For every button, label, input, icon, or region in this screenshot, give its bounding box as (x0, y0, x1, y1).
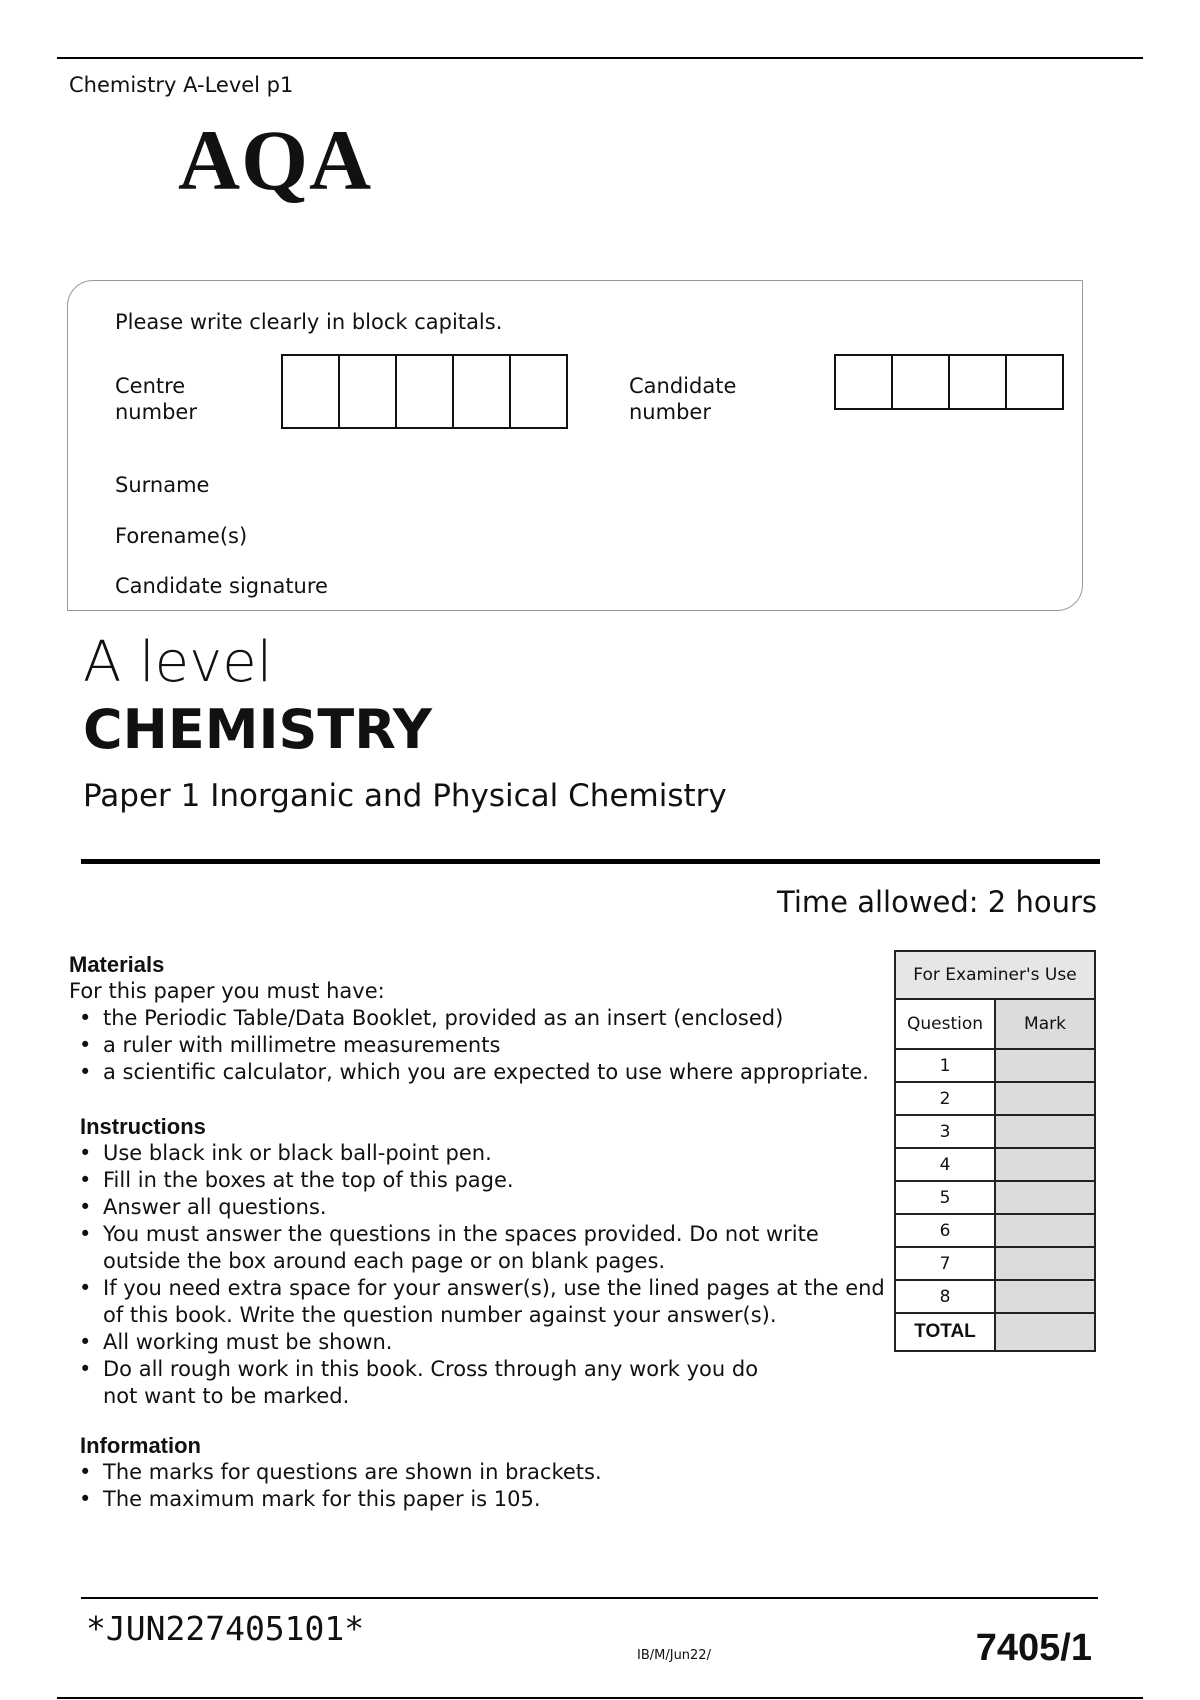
qualification-level: A level (83, 630, 273, 695)
materials-list (69, 1005, 869, 1086)
paper-reference: IB/M/Jun22/ (637, 1648, 711, 1663)
instructions-section (69, 1113, 899, 1410)
list-item: • The maximum mark for this paper is 105. (69, 1486, 602, 1513)
question-number: 7 (895, 1247, 995, 1280)
question-number: 5 (895, 1181, 995, 1214)
list-item: • the Periodic Table/Data Booklet, provided as an insert (enclosed) (69, 1005, 869, 1032)
materials-intro: For this paper you must have: (69, 979, 385, 1003)
surname-label: Surname (115, 473, 210, 497)
forenames-label: Forename(s) (115, 524, 248, 548)
list-item: • All working must be shown. (69, 1329, 899, 1356)
mark-cell[interactable] (995, 1181, 1095, 1214)
mark-cell[interactable] (995, 1115, 1095, 1148)
mark-cell[interactable] (995, 1148, 1095, 1181)
centre-number-label: Centre number (115, 374, 197, 424)
time-allowed: Time allowed: 2 hours (777, 885, 1097, 919)
table-row (895, 1181, 1095, 1214)
mark-cell[interactable] (995, 1247, 1095, 1280)
materials-section (69, 951, 869, 1086)
centre-number-boxes[interactable] (281, 354, 568, 429)
list-item: • Use black ink or black ball-point pen. (69, 1140, 899, 1167)
list-item: • Do all rough work in this book. Cross through any work you do not want to be marked. (69, 1356, 759, 1410)
aqa-logo: AQA (178, 112, 373, 208)
list-item: • If you need extra space for your answer(s), use the lined pages at the end of this book. Write the question number against your answer(s). (69, 1275, 899, 1329)
table-row (895, 1214, 1095, 1247)
information-list (69, 1459, 602, 1513)
top-rule (57, 57, 1143, 59)
mark-cell[interactable] (995, 1082, 1095, 1115)
running-head: Chemistry A-Level p1 (69, 73, 294, 97)
footer-rule (81, 1597, 1098, 1599)
centre-number-cell[interactable] (397, 356, 454, 427)
paper-code: 7405/1 (975, 1627, 1092, 1669)
paper-title: Paper 1 Inorganic and Physical Chemistry (83, 778, 727, 814)
mark-cell[interactable] (995, 1214, 1095, 1247)
table-row (895, 1115, 1095, 1148)
mark-cell[interactable] (995, 1049, 1095, 1082)
question-number: 8 (895, 1280, 995, 1313)
list-item: • The marks for questions are shown in brackets. (69, 1459, 602, 1486)
list-item: • a scientific calculator, which you are expected to use where appropriate. (69, 1059, 869, 1086)
centre-number-cell[interactable] (340, 356, 397, 427)
list-item: • a ruler with millimetre measurements (69, 1032, 869, 1059)
instructions-list (69, 1140, 899, 1410)
mark-column-header: Mark (995, 999, 1095, 1049)
question-column-header: Question (895, 999, 995, 1049)
examiner-table-title: For Examiner's Use (895, 951, 1095, 999)
table-row (895, 1049, 1095, 1082)
question-number: 4 (895, 1148, 995, 1181)
question-number: 1 (895, 1049, 995, 1082)
candidate-number-boxes[interactable] (834, 354, 1064, 410)
examiner-use-table (894, 950, 1096, 1352)
candidate-number-cell[interactable] (836, 356, 893, 408)
table-row (895, 1313, 1095, 1351)
subject-title: CHEMISTRY (83, 698, 432, 761)
bottom-rule (57, 1697, 1143, 1699)
table-row (895, 1148, 1095, 1181)
total-label: TOTAL (895, 1313, 995, 1351)
table-row (895, 1280, 1095, 1313)
signature-label: Candidate signature (115, 574, 328, 598)
centre-number-cell[interactable] (511, 356, 566, 427)
information-section (69, 1432, 602, 1513)
information-heading: Information (80, 1433, 201, 1458)
candidate-number-label: Candidate number (629, 374, 737, 424)
question-number: 2 (895, 1082, 995, 1115)
block-capitals-instruction: Please write clearly in block capitals. (115, 310, 503, 334)
instructions-heading: Instructions (80, 1114, 206, 1139)
list-item: • Answer all questions. (69, 1194, 899, 1221)
table-row (895, 1247, 1095, 1280)
candidate-number-cell[interactable] (1007, 356, 1062, 408)
barcode-text: *JUN227405101* (86, 1609, 365, 1648)
list-item: • Fill in the boxes at the top of this page. (69, 1167, 899, 1194)
title-rule (81, 859, 1100, 864)
centre-number-cell[interactable] (283, 356, 340, 427)
centre-number-cell[interactable] (454, 356, 511, 427)
question-number: 6 (895, 1214, 995, 1247)
list-item: • You must answer the questions in the spaces provided. Do not write outside the box around each page or on blank pages. (69, 1221, 829, 1275)
table-row (895, 1082, 1095, 1115)
mark-cell[interactable] (995, 1280, 1095, 1313)
candidate-number-cell[interactable] (893, 356, 950, 408)
candidate-number-cell[interactable] (950, 356, 1007, 408)
question-number: 3 (895, 1115, 995, 1148)
total-mark-cell[interactable] (995, 1313, 1095, 1351)
materials-heading: Materials (69, 952, 165, 977)
